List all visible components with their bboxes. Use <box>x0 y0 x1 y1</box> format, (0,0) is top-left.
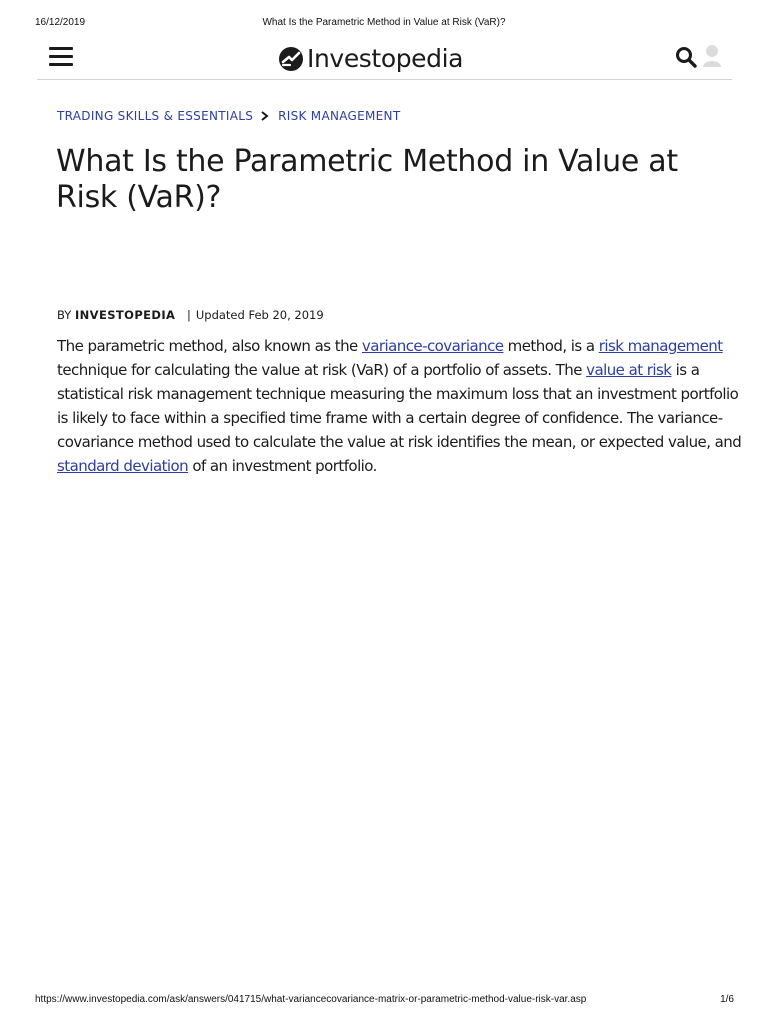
print-page-title: What Is the Parametric Method in Value at Risk (VaR)? <box>262 17 506 28</box>
print-footer <box>0 994 768 1008</box>
hamburger-menu-icon[interactable] <box>49 47 73 66</box>
body-text: method, is a <box>503 337 599 355</box>
page-title: What Is the Parametric Method in Value at Risk (VaR)? <box>56 144 678 215</box>
site-header <box>37 38 732 80</box>
breadcrumb <box>57 108 400 124</box>
link-value-at-risk[interactable]: value at risk <box>586 361 672 379</box>
byline <box>57 308 324 324</box>
print-date: 16/12/2019 <box>35 17 86 28</box>
body-text: of an investment portfolio. <box>188 457 377 475</box>
body-text: The parametric method, also known as the <box>57 337 362 355</box>
user-avatar-icon[interactable] <box>702 44 722 68</box>
article-paragraph <box>57 334 747 478</box>
link-variance-covariance[interactable]: variance-covariance <box>361 337 504 355</box>
byline-prefix: BY <box>57 308 72 322</box>
breadcrumb-item-risk-management[interactable]: RISK MANAGEMENT <box>278 109 401 123</box>
search-icon[interactable] <box>675 46 697 68</box>
link-risk-management[interactable]: risk management <box>598 337 723 355</box>
print-header <box>0 17 768 31</box>
print-url: https://www.investopedia.com/ask/answers/041715/what-variancecovariance-matrix-or-parametric-method-value-risk-var.asp <box>35 994 587 1005</box>
chevron-right-icon <box>260 111 269 121</box>
byline-updated: Updated Feb 20, 2019 <box>195 308 324 322</box>
investopedia-logo-mark-icon <box>279 47 303 71</box>
logo-text: Investopedia <box>307 44 464 73</box>
byline-author[interactable]: INVESTOPEDIA <box>74 308 176 322</box>
body-text: is a statistical risk management technique measuring the maximum loss that an investment portfolio is likely to face within a specified time frame with a certain degree of confidence. The variance-covariance method used to calculate the value at risk identifies the mean, or expected value, and <box>57 361 742 451</box>
site-logo[interactable] <box>279 43 463 75</box>
breadcrumb-item-trading-skills[interactable]: TRADING SKILLS & ESSENTIALS <box>57 109 254 123</box>
link-standard-deviation[interactable]: standard deviation <box>57 457 189 475</box>
body-text: technique for calculating the value at risk (VaR) of a portfolio of assets. The <box>57 361 587 379</box>
print-page-number: 1/6 <box>720 994 734 1005</box>
byline-separator: | <box>186 308 191 322</box>
